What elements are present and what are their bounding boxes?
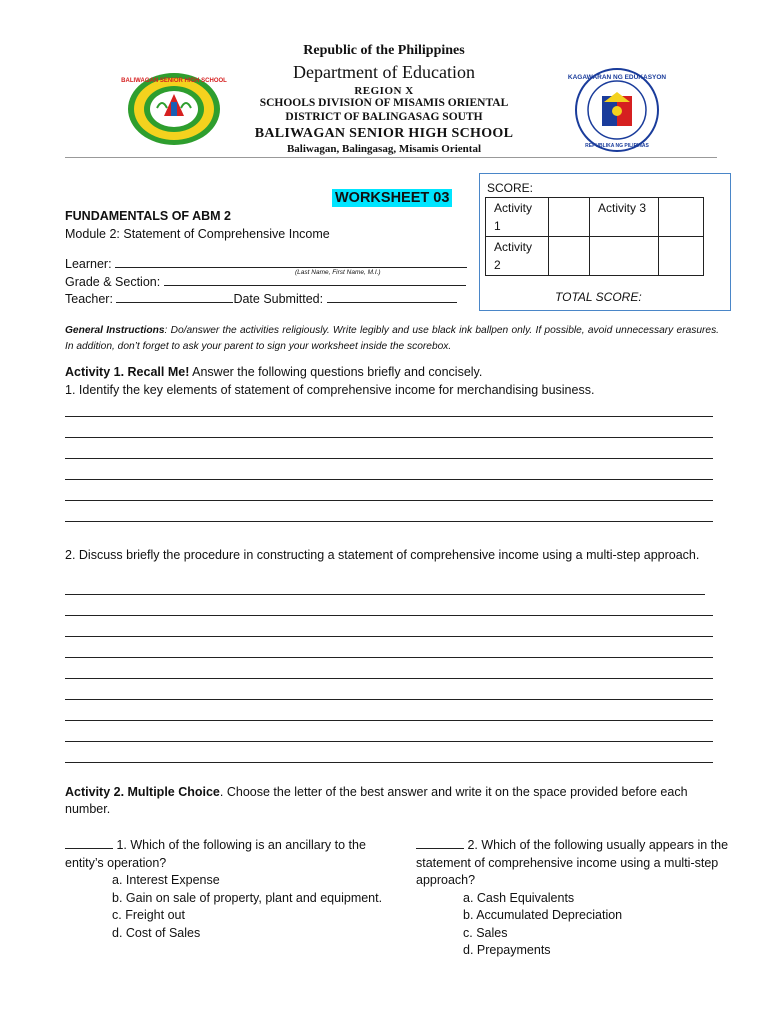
activity2-heading [65, 784, 725, 818]
question-1: 1. Identify the key elements of statement of comprehensive income for merchandising business. [65, 383, 595, 397]
instructions-text: : Do/answer the activities religiously. Write legibly and use black ink ballpen only. If possible, avoid unnecessary erasures. In addition, don’t forget to ask your parent to sign your worksheet inside the scorebox. [65, 325, 719, 352]
mc-option: b. Gain on sale of property, plant and equipment. [112, 890, 383, 905]
deped-seal-text: KAGAWARAN NG EDUKASYON [567, 74, 667, 81]
mc-option: a. Interest Expense [112, 873, 220, 887]
answer-lines-q1[interactable] [65, 396, 713, 522]
answer-line[interactable] [65, 574, 705, 595]
answer-line[interactable] [65, 700, 713, 721]
mc-question-1 [65, 837, 385, 872]
teacher-label: Teacher: [65, 292, 113, 306]
date-blank[interactable] [327, 291, 457, 303]
module-title: Module 2: Statement of Comprehensive Income [65, 227, 330, 241]
empty-score-cell [659, 237, 704, 276]
teacher-field [65, 291, 457, 306]
date-label: Date Submitted: [233, 292, 324, 306]
empty-label-cell [590, 237, 659, 276]
total-score-label: TOTAL SCORE: [555, 290, 642, 304]
activity2-title: Activity 2. Multiple Choice [65, 785, 220, 799]
republic-heading: Republic of the Philippines [303, 43, 465, 58]
answer-line[interactable] [65, 417, 713, 438]
mc-option: a. Cash Equivalents [463, 890, 575, 905]
general-instructions [65, 323, 719, 355]
answer-line[interactable] [65, 459, 713, 480]
answer-line[interactable] [65, 595, 713, 616]
activity1-instruction: Answer the following questions briefly and concisely. [189, 365, 483, 379]
mc-question-1-text: 1. Which of the following is an ancillary to the entity’s operation? [65, 838, 366, 870]
school-logo [121, 72, 227, 146]
answer-line[interactable] [65, 438, 713, 459]
activity1-title: Activity 1. Recall Me! [65, 365, 190, 379]
answer-lines-q2[interactable] [65, 574, 713, 763]
activity2-label: Activity 2 [486, 237, 549, 276]
instructions-label: General Instructions [65, 325, 165, 336]
answer-line[interactable] [65, 501, 713, 522]
mc-option: d. Prepayments [463, 943, 551, 957]
answer-line[interactable] [65, 396, 713, 417]
activity3-score-cell[interactable] [659, 198, 704, 237]
district-heading: DISTRICT OF BALINGASAG SOUTH [285, 111, 483, 123]
subject-title: FUNDAMENTALS OF ABM 2 [65, 209, 231, 223]
learner-field [65, 256, 467, 271]
worksheet-title: WORKSHEET 03 [332, 189, 452, 207]
score-table [485, 197, 704, 276]
deped-seal-bottom-text: REPUBLIKA NG PILIPINAS [585, 143, 649, 149]
name-format-hint: (Last Name, First Name, M.I.) [295, 269, 381, 276]
activity3-label: Activity 3 [590, 198, 659, 237]
school-heading: BALIWAGAN SENIOR HIGH SCHOOL [254, 126, 514, 141]
mc-item-2 [416, 837, 736, 960]
activity1-label: Activity 1 [486, 198, 549, 237]
school-address: Baliwagan, Balingasag, Misamis Oriental [286, 143, 482, 155]
deped-seal [567, 68, 667, 152]
answer-line[interactable] [65, 480, 713, 501]
department-heading: Department of Education [293, 62, 475, 82]
header-divider [65, 157, 717, 158]
grade-section-blank[interactable] [164, 274, 466, 286]
mc-option: d. Cost of Sales [112, 925, 201, 940]
learner-label: Learner: [65, 257, 112, 271]
grade-section-label: Grade & Section: [65, 275, 161, 289]
region-heading: REGION X [354, 85, 414, 97]
answer-line[interactable] [65, 658, 713, 679]
score-label: SCORE: [487, 181, 534, 195]
mc-question-2 [416, 837, 736, 890]
answer-line[interactable] [65, 721, 713, 742]
grade-section-field [65, 274, 466, 289]
activity1-heading [65, 365, 719, 379]
mc-question-2-text: 2. Which of the following usually appears in the statement of comprehensive income using a multi-step approach? [416, 838, 729, 887]
activity2-score-cell[interactable] [549, 237, 590, 276]
mc-option: b. Accumulated Depreciation [463, 908, 623, 922]
answer-line[interactable] [65, 637, 713, 658]
school-logo-text: BALIWAGAN SENIOR HIGH SCHOOL [121, 78, 227, 84]
activity1-score-cell[interactable] [549, 198, 590, 237]
mc-option: c. Freight out [112, 908, 185, 922]
question-2: 2. Discuss briefly the procedure in constructing a statement of comprehensive income using a multi-step approach. [65, 548, 700, 562]
mc-item-1 [65, 837, 385, 942]
answer-line[interactable] [65, 679, 713, 700]
teacher-blank[interactable] [116, 291, 233, 303]
answer-line[interactable] [65, 616, 713, 637]
mc-option: c. Sales [463, 925, 508, 940]
answer-line[interactable] [65, 742, 713, 763]
learner-blank[interactable] [115, 256, 467, 268]
activity2-instruction: . Choose the letter of the best answer and write it on the space provided before each number. [65, 785, 688, 816]
answer-blank-1[interactable] [65, 838, 113, 849]
division-heading: SCHOOLS DIVISION OF MISAMIS ORIENTAL [259, 97, 509, 109]
answer-blank-2[interactable] [416, 838, 464, 849]
